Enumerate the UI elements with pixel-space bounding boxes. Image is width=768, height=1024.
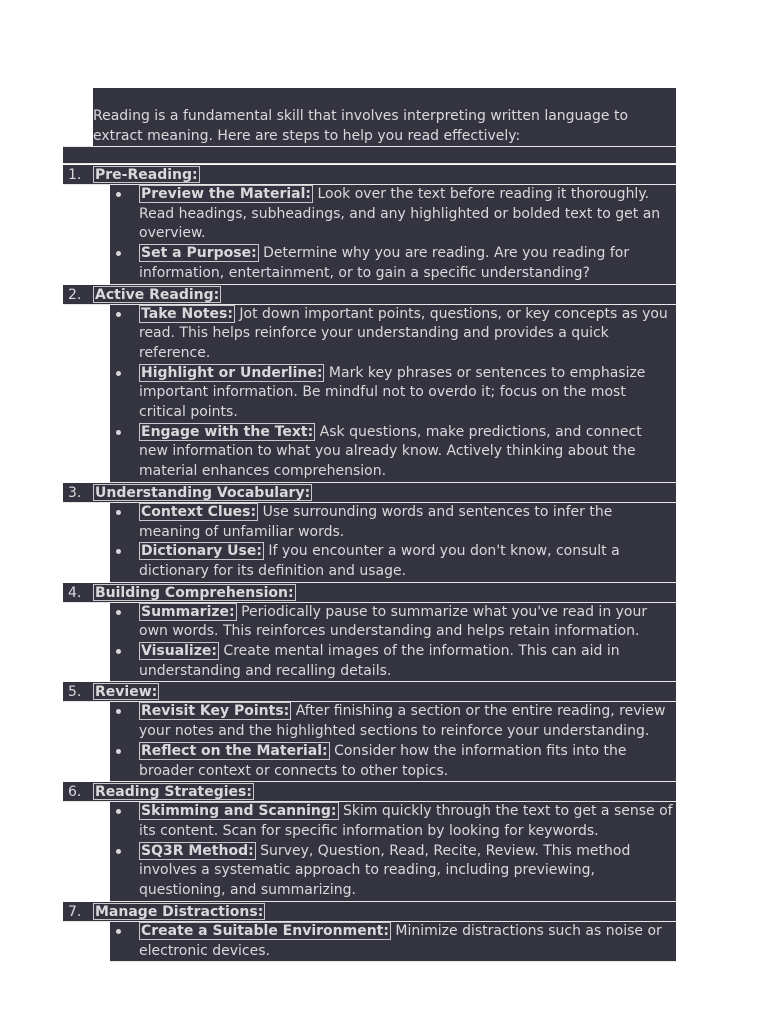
- list-step: [0, 583, 768, 683]
- step-number: 6.: [68, 784, 82, 801]
- step-heading: [63, 782, 676, 802]
- list-item: [110, 642, 674, 681]
- bullet-dot-icon: [116, 371, 121, 376]
- list-step: [0, 285, 768, 483]
- item-label: Engage with the Text:: [141, 423, 314, 440]
- item-label: SQ3R Method:: [141, 842, 254, 859]
- step-number: 7.: [68, 903, 82, 920]
- item-label: Preview the Material:: [141, 186, 312, 202]
- bullet-dot-icon: [116, 649, 121, 654]
- list-step: [0, 782, 768, 902]
- list-step: [0, 682, 768, 782]
- list-item: [110, 802, 674, 841]
- list-item: [110, 185, 674, 244]
- list-step: [0, 483, 768, 583]
- list-item: [110, 742, 674, 781]
- step-heading: [63, 902, 676, 922]
- bullet-dot-icon: [116, 929, 121, 934]
- item-text: Ask questions, make predictions, and connect new information to what you already know. Actively thinking about the material enhances comprehension.: [139, 423, 642, 480]
- item-label: Revisit Key Points:: [141, 703, 290, 720]
- item-text: Determine why you are reading. Are you reading for information, entertainment, or to gain a specific understanding?: [139, 245, 630, 281]
- list-step: [0, 165, 768, 285]
- list-item: [110, 842, 674, 901]
- bullet-dot-icon: [116, 430, 121, 435]
- item-text: Consider how the information fits into the broader context or connects to other topics.: [139, 742, 627, 779]
- bullet-list: [110, 922, 676, 962]
- intro-paragraph: Reading is a fundamental skill that involves interpreting written language to extract meaning. Here are steps to help you read effectively:: [93, 88, 676, 146]
- item-label: Summarize:: [141, 603, 235, 620]
- steps-list: [0, 165, 768, 962]
- bullet-dot-icon: [116, 809, 121, 814]
- list-item: [110, 364, 674, 423]
- step-heading: [63, 483, 676, 503]
- step-title: Manage Distractions:: [95, 903, 264, 920]
- bullet-dot-icon: [116, 610, 121, 615]
- list-item: [110, 503, 674, 542]
- step-title: Reading Strategies:: [95, 784, 252, 801]
- item-text: Skim quickly through the text to get a sense of its content. Scan for specific information by looking for keywords.: [139, 803, 673, 839]
- list-item: [110, 603, 674, 642]
- step-heading: [63, 682, 676, 702]
- item-label: Set a Purpose:: [141, 245, 257, 262]
- bullet-list: [110, 185, 676, 285]
- bullet-list: [110, 503, 676, 583]
- step-title: Understanding Vocabulary:: [95, 484, 311, 501]
- item-text: Minimize distractions such as noise or electronic devices.: [139, 922, 662, 959]
- item-label: Highlight or Underline:: [141, 364, 323, 381]
- item-label: Visualize:: [141, 643, 217, 660]
- step-title: Pre-Reading:: [95, 167, 198, 183]
- step-heading: [63, 165, 676, 185]
- step-title: Review:: [95, 684, 158, 701]
- bullet-dot-icon: [116, 510, 121, 515]
- list-item: [110, 423, 674, 482]
- item-text: After finishing a section or the entire reading, review your notes and the highlighted sections to reinforce your understanding.: [139, 703, 666, 740]
- item-text: Mark key phrases or sentences to emphasize important information. Be mindful not to overdo it; focus on the most critical points.: [139, 364, 646, 421]
- step-heading: [63, 583, 676, 603]
- bullet-dot-icon: [116, 549, 121, 554]
- item-text: Use surrounding words and sentences to infer the meaning of unfamiliar words.: [139, 503, 613, 540]
- bullet-dot-icon: [116, 251, 121, 256]
- list-step: [0, 902, 768, 962]
- bullet-dot-icon: [116, 749, 121, 754]
- step-number: 4.: [68, 584, 82, 601]
- list-item: [110, 542, 674, 581]
- bullet-dot-icon: [116, 312, 121, 317]
- step-number: 1.: [68, 167, 82, 183]
- bullet-list: [110, 603, 676, 683]
- item-label: Skimming and Scanning:: [141, 803, 337, 820]
- item-text: Look over the text before reading it thoroughly. Read headings, subheadings, and any highlighted or bolded text to get an overview.: [139, 186, 661, 242]
- bullet-list: [110, 305, 676, 483]
- item-text: If you encounter a word you don't know, consult a dictionary for its definition and usage.: [139, 543, 620, 579]
- bullet-list: [110, 702, 676, 782]
- step-number: 5.: [68, 684, 82, 701]
- item-label: Context Clues:: [141, 503, 257, 520]
- item-label: Take Notes:: [141, 305, 233, 322]
- spacer-bar: [63, 146, 676, 164]
- step-heading: [63, 285, 676, 305]
- list-item: [110, 922, 674, 961]
- list-item: [110, 702, 674, 741]
- step-title: Active Reading:: [95, 286, 220, 303]
- step-number: 3.: [68, 484, 82, 501]
- item-label: Reflect on the Material:: [141, 742, 328, 759]
- step-title: Building Comprehension:: [95, 584, 294, 601]
- list-item: [110, 305, 674, 364]
- item-text: Survey, Question, Read, Recite, Review. This method involves a systematic approach to reading, including previewing, questioning, and summarizing.: [139, 842, 631, 899]
- step-number: 2.: [68, 286, 82, 303]
- bullet-dot-icon: [116, 709, 121, 714]
- bullet-list: [110, 802, 676, 902]
- list-item: [110, 244, 674, 283]
- item-text: Create mental images of the information. This can aid in understanding and recalling details.: [139, 643, 620, 679]
- bullet-dot-icon: [116, 849, 121, 854]
- item-text: Periodically pause to summarize what you've read in your own words. This reinforces understanding and helps retain information.: [139, 603, 648, 640]
- item-label: Dictionary Use:: [141, 543, 262, 560]
- bullet-dot-icon: [116, 192, 121, 197]
- item-text: Jot down important points, questions, or key concepts as you read. This helps reinforce your understanding and provides a quick reference.: [139, 305, 668, 361]
- item-label: Create a Suitable Environment:: [141, 922, 389, 939]
